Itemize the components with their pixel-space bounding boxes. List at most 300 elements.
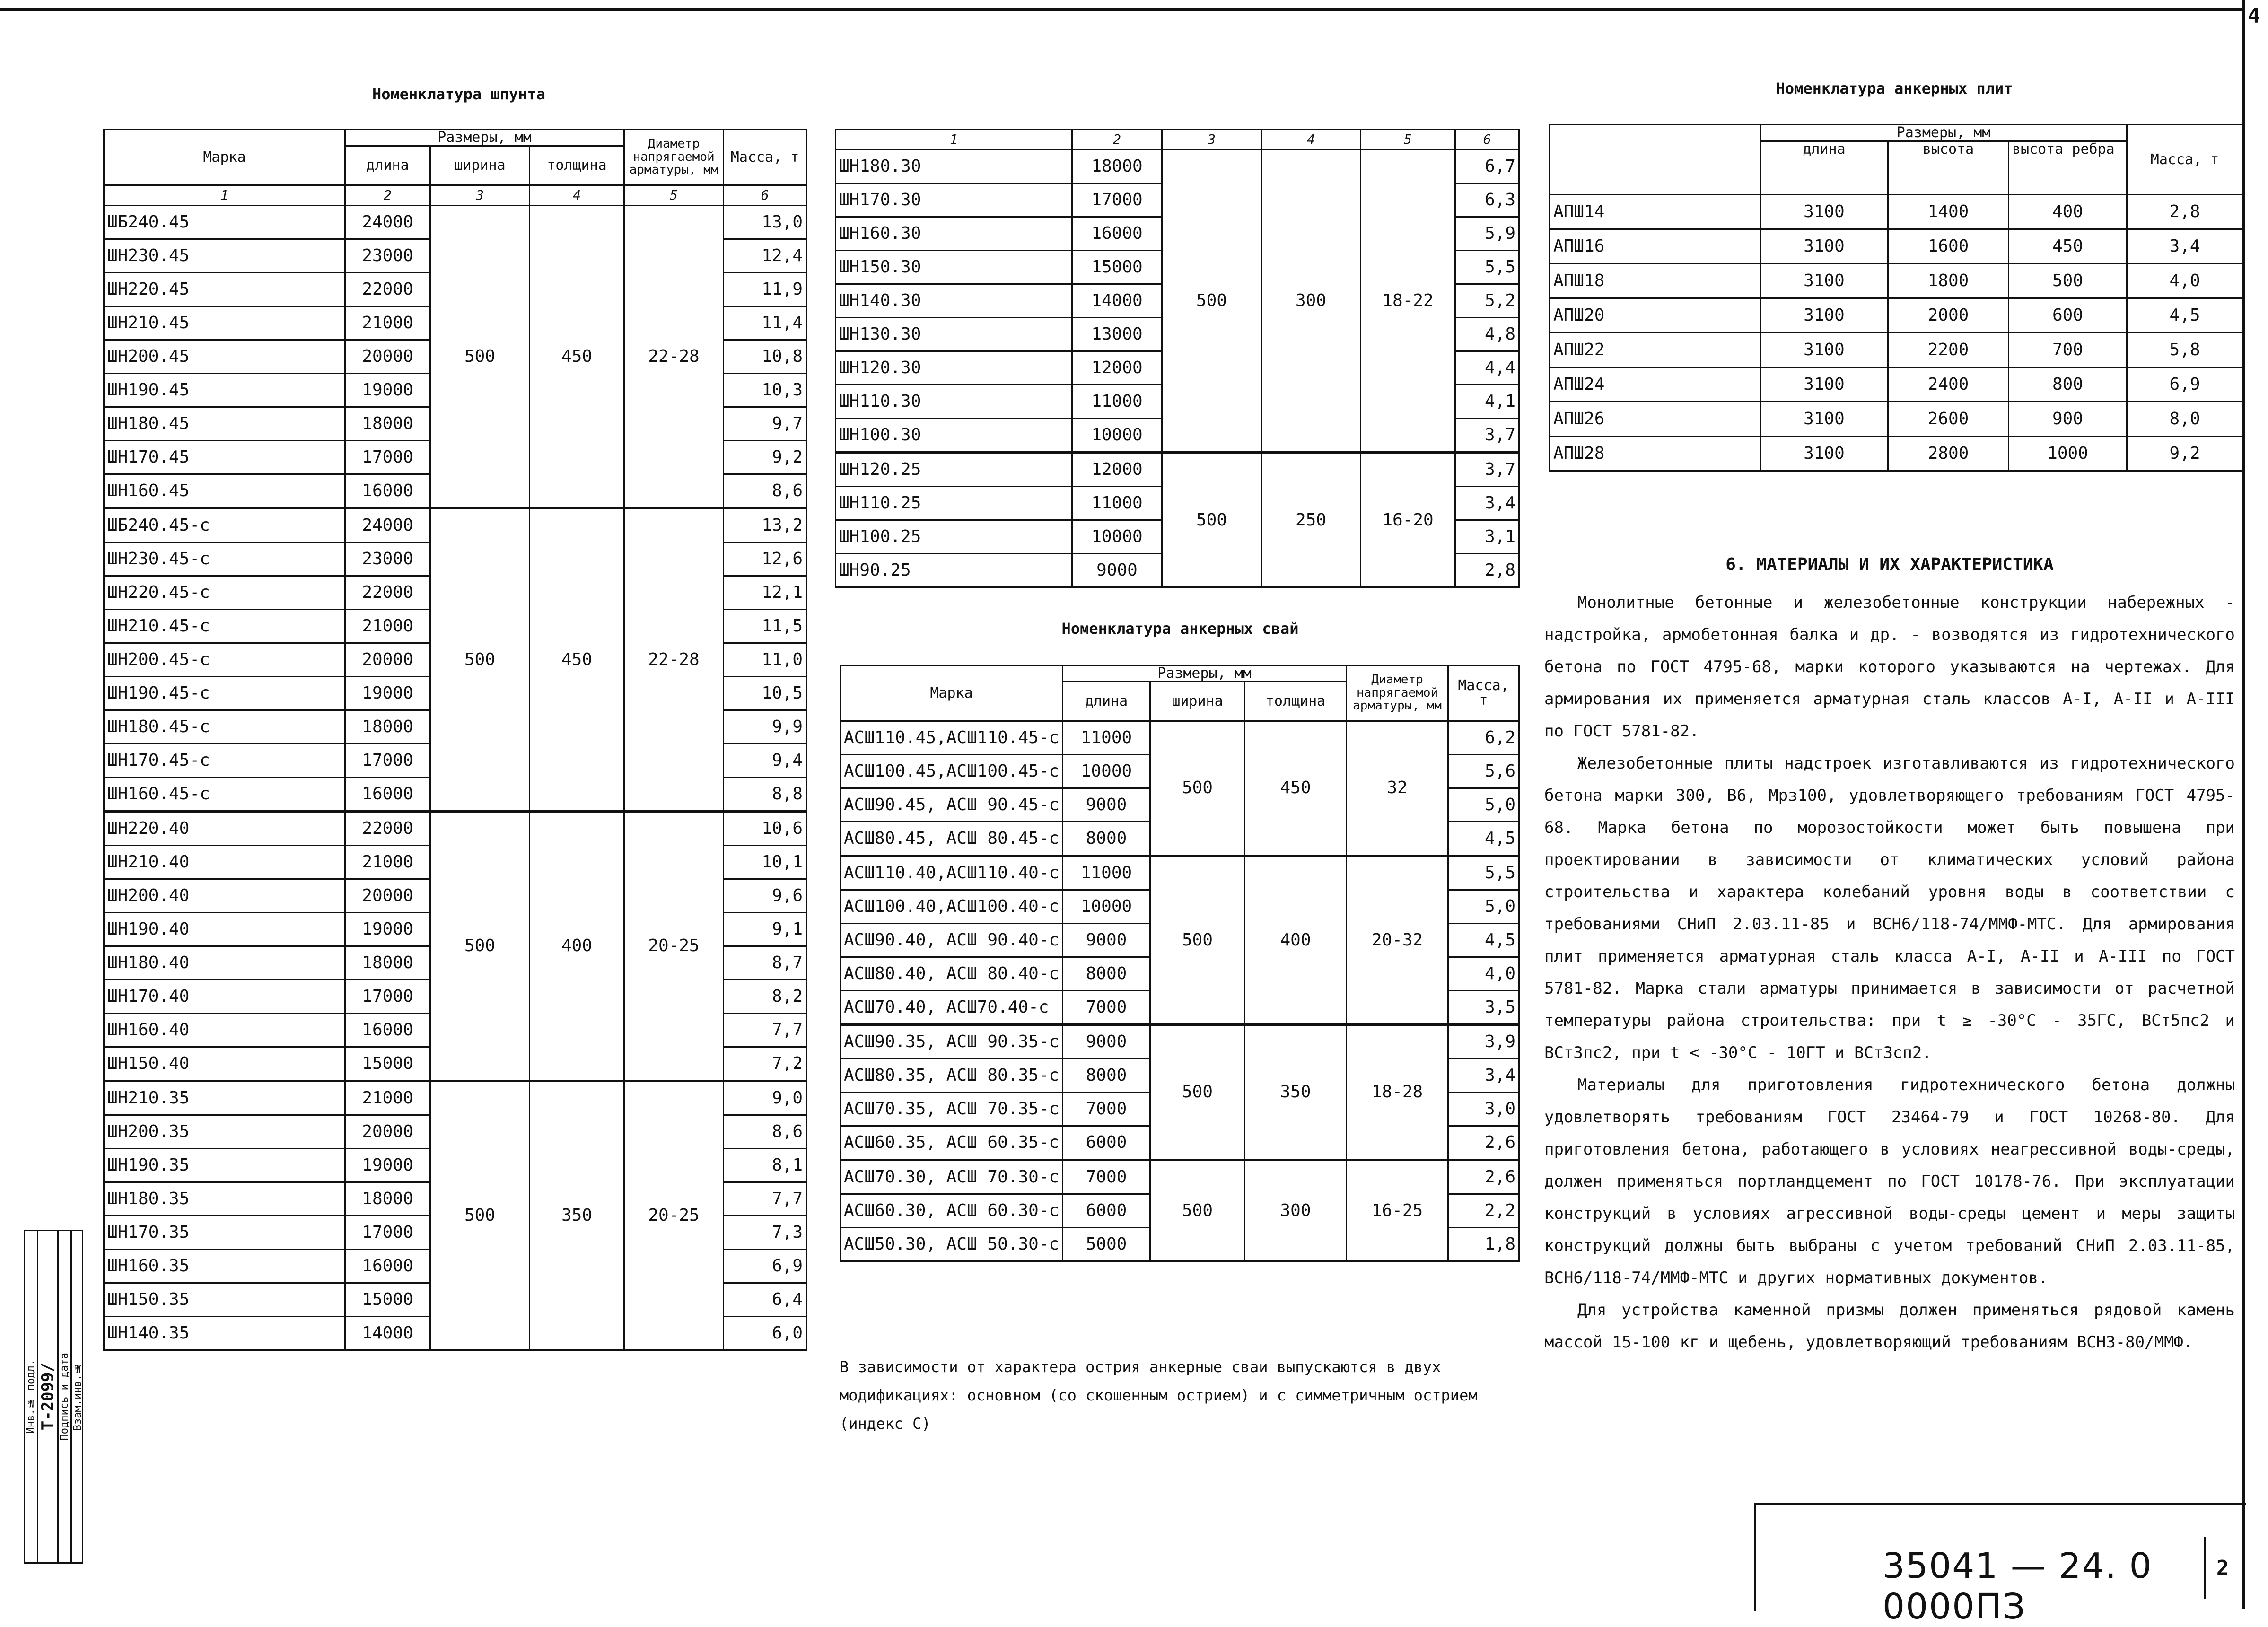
- table-row: [1550, 298, 2243, 332]
- mark-cell: АСШ90.35, АСШ 90.35-с: [841, 1024, 1063, 1058]
- col-header-length: длина: [1760, 141, 1888, 194]
- diameter-cell: 18-28: [1347, 1024, 1448, 1160]
- length-cell: 17000: [1072, 184, 1162, 217]
- mark-cell: ШН220.40: [104, 811, 345, 845]
- length-cell: 3100: [1760, 229, 1888, 263]
- mass-cell: 5,9: [1455, 217, 1519, 251]
- height-cell: 2000: [1888, 298, 2009, 332]
- col-index: 5: [624, 185, 724, 205]
- length-cell: 3100: [1760, 402, 1888, 436]
- table-row: [836, 150, 1519, 184]
- mass-cell: 10,1: [724, 845, 806, 879]
- length-cell: 7000: [1063, 1092, 1150, 1126]
- mass-cell: 3,9: [1448, 1024, 1519, 1058]
- diameter-cell: 20-32: [1347, 856, 1448, 1024]
- mass-cell: 3,4: [1455, 487, 1519, 520]
- mark-cell: АСШ80.40, АСШ 80.40-с: [841, 957, 1063, 990]
- shpunt-title: Номенклатура шпунта: [372, 85, 546, 103]
- mark-cell: ШН170.30: [836, 184, 1072, 217]
- mark-cell: ШН120.30: [836, 351, 1072, 385]
- width-cell: 500: [430, 205, 530, 508]
- col-index: 2: [345, 185, 430, 205]
- mark-cell: АСШ70.35, АСШ 70.35-с: [841, 1092, 1063, 1126]
- table-row: [104, 205, 806, 239]
- length-cell: 17000: [345, 1216, 430, 1249]
- length-cell: 9000: [1063, 923, 1150, 957]
- mass-cell: 6,0: [724, 1316, 806, 1350]
- thickness-cell: 450: [530, 205, 624, 508]
- mark-cell: ШН140.35: [104, 1316, 345, 1350]
- mass-cell: 9,7: [724, 407, 806, 440]
- width-cell: 500: [430, 1081, 530, 1350]
- side-stamp-col: [25, 1231, 38, 1562]
- length-cell: 13000: [1072, 318, 1162, 351]
- col-header-mass: Масса, т: [1448, 665, 1519, 721]
- mark-cell: АСШ80.35, АСШ 80.35-с: [841, 1058, 1063, 1092]
- col-header-mark: Марка: [841, 665, 1063, 721]
- col-header-mark-empty: [1550, 125, 1760, 195]
- col-header-mark: Марка: [104, 130, 345, 185]
- mark-cell: ШН230.45: [104, 239, 345, 272]
- side-stamp: [24, 1230, 83, 1564]
- mass-cell: 8,6: [724, 1115, 806, 1148]
- mark-cell: ШН160.40: [104, 1013, 345, 1047]
- length-cell: 12000: [1072, 453, 1162, 487]
- length-cell: 14000: [1072, 284, 1162, 318]
- col-index: 3: [430, 185, 530, 205]
- mass-cell: 7,7: [724, 1182, 806, 1216]
- mass-cell: 3,7: [1455, 419, 1519, 453]
- length-cell: 18000: [345, 1182, 430, 1216]
- mass-cell: 4,5: [1448, 923, 1519, 957]
- mark-cell: ШН160.30: [836, 217, 1072, 251]
- length-cell: 23000: [345, 542, 430, 576]
- length-cell: 17000: [345, 440, 430, 474]
- length-cell: 20000: [345, 879, 430, 912]
- mark-cell: ШБ240.45: [104, 205, 345, 239]
- mark-cell: ШН190.45-с: [104, 676, 345, 710]
- rib-height-cell: 500: [2009, 263, 2127, 298]
- mark-cell: ШН180.40: [104, 946, 345, 980]
- mass-cell: 11,4: [724, 306, 806, 340]
- side-stamp-col: [38, 1231, 59, 1562]
- thickness-cell: 400: [1245, 856, 1347, 1024]
- height-cell: 2400: [1888, 367, 2009, 402]
- diameter-cell: 20-25: [624, 1081, 724, 1350]
- length-cell: 11000: [1072, 487, 1162, 520]
- side-stamp-col: [72, 1231, 84, 1562]
- mass-cell: 3,0: [1448, 1092, 1519, 1126]
- frame-top-line: [0, 8, 2242, 11]
- table-row: [841, 1024, 1519, 1058]
- mass-cell: 13,0: [724, 205, 806, 239]
- materials-paragraph: Железобетонные плиты надстроек изготавливаются из гидротехнического бетона марки 300, В6, Мрз100, удовлетворяющего требованиям ГОСТ 4795-68. Марка бетона по морозостойкости может быть повышена при проектировании в зависимости от климатических условий района строительства и характера колебаний уровня воды в соответствии с требованиями СНиП 2.03.11-85 и ВСН6/118-74/ММФ-МТС. Для армирования плит применяется арматурная сталь класса А-I, А-II и А-III по ГОСТ 5781-82. Марка стали арматуры принимается в зависимости от расчетной температуры района строительства: при t ≥ -30°С - 35ГС, ВСт5пс2 и ВСт3пс2, при t < -30°С - 10ГТ и ВСт3сп2.: [1544, 754, 2235, 1062]
- col-header-dims: Размеры, мм: [1063, 665, 1347, 682]
- col-index: 6: [724, 185, 806, 205]
- mark-cell: АСШ70.30, АСШ 70.30-с: [841, 1160, 1063, 1194]
- mark-cell: ШН160.35: [104, 1249, 345, 1283]
- length-cell: 17000: [345, 744, 430, 777]
- col-header-mass: Масса, т: [2127, 125, 2243, 195]
- mark-cell: АПШ26: [1550, 402, 1760, 436]
- diameter-cell: 32: [1347, 721, 1448, 856]
- thickness-cell: 350: [1245, 1024, 1347, 1160]
- mark-cell: АПШ14: [1550, 194, 1760, 229]
- mark-cell: ШН200.35: [104, 1115, 345, 1148]
- side-stamp-text: Взам.инв.№: [72, 1362, 84, 1431]
- mass-cell: 8,8: [724, 777, 806, 811]
- mass-cell: 3,5: [1448, 990, 1519, 1024]
- thickness-cell: 400: [530, 811, 624, 1081]
- diameter-cell: 16-25: [1347, 1160, 1448, 1261]
- length-cell: 15000: [345, 1047, 430, 1081]
- col-index: 4: [1261, 130, 1361, 150]
- mark-cell: ШН210.45: [104, 306, 345, 340]
- mark-cell: ШН170.35: [104, 1216, 345, 1249]
- length-cell: 11000: [1063, 856, 1150, 890]
- length-cell: 9000: [1072, 554, 1162, 587]
- mass-cell: 9,2: [2127, 436, 2243, 471]
- table-row: [1550, 263, 2243, 298]
- length-cell: 3100: [1760, 298, 1888, 332]
- length-cell: 21000: [345, 306, 430, 340]
- mass-cell: 6,2: [1448, 721, 1519, 754]
- col-index: 1: [836, 130, 1072, 150]
- col-header-height: высота: [1888, 141, 2009, 194]
- mass-cell: 12,6: [724, 542, 806, 576]
- mass-cell: 8,7: [724, 946, 806, 980]
- mass-cell: 9,4: [724, 744, 806, 777]
- table-row: [1550, 332, 2243, 367]
- length-cell: 18000: [345, 407, 430, 440]
- width-cell: 500: [1150, 721, 1245, 856]
- col-header-diameter: Диаметр напрягаемой арматуры, мм: [624, 130, 724, 185]
- col-header-dims: Размеры, мм: [345, 130, 624, 146]
- mark-cell: ШН100.25: [836, 520, 1072, 554]
- diameter-cell: 16-20: [1361, 453, 1455, 587]
- mass-cell: 4,1: [1455, 385, 1519, 419]
- mass-cell: 6,4: [724, 1283, 806, 1316]
- length-cell: 9000: [1063, 788, 1150, 822]
- rib-height-cell: 900: [2009, 402, 2127, 436]
- plates-title: Номенклатура анкерных плит: [1776, 79, 2013, 97]
- col-header-diameter: Диаметр напрягаемой арматуры, мм: [1347, 665, 1448, 721]
- length-cell: 9000: [1063, 1024, 1150, 1058]
- mark-cell: ШН120.25: [836, 453, 1072, 487]
- mark-cell: АСШ90.45, АСШ 90.45-с: [841, 788, 1063, 822]
- mass-cell: 9,6: [724, 879, 806, 912]
- length-cell: 22000: [345, 272, 430, 306]
- rib-height-cell: 600: [2009, 298, 2127, 332]
- length-cell: 11000: [1063, 721, 1150, 754]
- mass-cell: 2,2: [1448, 1194, 1519, 1227]
- length-cell: 21000: [345, 1081, 430, 1115]
- length-cell: 21000: [345, 845, 430, 879]
- mass-cell: 7,3: [724, 1216, 806, 1249]
- length-cell: 16000: [345, 1013, 430, 1047]
- mark-cell: ШН190.45: [104, 373, 345, 407]
- mark-cell: АСШ110.40,АСШ110.40-с: [841, 856, 1063, 890]
- mass-cell: 3,7: [1455, 453, 1519, 487]
- length-cell: 22000: [345, 811, 430, 845]
- height-cell: 1400: [1888, 194, 2009, 229]
- length-cell: 18000: [345, 710, 430, 744]
- length-cell: 15000: [1072, 251, 1162, 284]
- mark-cell: ШН200.40: [104, 879, 345, 912]
- length-cell: 8000: [1063, 957, 1150, 990]
- length-cell: 10000: [1063, 890, 1150, 923]
- table-row: [1550, 402, 2243, 436]
- width-cell: 500: [1150, 1024, 1245, 1160]
- mark-cell: ШН150.30: [836, 251, 1072, 284]
- mass-cell: 12,4: [724, 239, 806, 272]
- col-header-thickness: толщина: [1245, 682, 1347, 721]
- length-cell: 16000: [1072, 217, 1162, 251]
- length-cell: 23000: [345, 239, 430, 272]
- mass-cell: 9,1: [724, 912, 806, 946]
- table-row: [104, 508, 806, 542]
- side-stamp-text: Подпись и дата: [59, 1353, 70, 1441]
- mass-cell: 6,3: [1455, 184, 1519, 217]
- col-header-thickness: толщина: [530, 146, 624, 185]
- diameter-cell: 20-25: [624, 811, 724, 1081]
- mass-cell: 4,4: [1455, 351, 1519, 385]
- length-cell: 15000: [345, 1283, 430, 1316]
- mark-cell: ШН160.45-с: [104, 777, 345, 811]
- mass-cell: 5,6: [1448, 754, 1519, 788]
- mark-cell: ШН180.45: [104, 407, 345, 440]
- table-row: [841, 856, 1519, 890]
- diameter-cell: 22-28: [624, 205, 724, 508]
- mark-cell: АПШ16: [1550, 229, 1760, 263]
- document-code: 35041 — 24. 0 0000ПЗ: [1883, 1546, 2153, 1627]
- mass-cell: 9,2: [724, 440, 806, 474]
- mass-cell: 2,8: [1455, 554, 1519, 587]
- col-header-dims: Размеры, мм: [1760, 125, 2127, 141]
- col-index: 5: [1361, 130, 1455, 150]
- length-cell: 20000: [345, 1115, 430, 1148]
- mark-cell: АСШ100.45,АСШ100.45-с: [841, 754, 1063, 788]
- width-cell: 500: [430, 508, 530, 811]
- side-stamp-col: [59, 1231, 72, 1562]
- length-cell: 18000: [345, 946, 430, 980]
- col-index: 3: [1162, 130, 1261, 150]
- length-cell: 20000: [345, 340, 430, 373]
- mass-cell: 3,1: [1455, 520, 1519, 554]
- col-header-width: ширина: [1150, 682, 1245, 721]
- length-cell: 8000: [1063, 1058, 1150, 1092]
- mark-cell: ШН150.35: [104, 1283, 345, 1316]
- piles-table: [840, 665, 1520, 1262]
- length-cell: 16000: [345, 474, 430, 508]
- length-cell: 7000: [1063, 1160, 1150, 1194]
- thickness-cell: 300: [1261, 150, 1361, 453]
- width-cell: 500: [1162, 150, 1261, 453]
- mark-cell: ШН90.25: [836, 554, 1072, 587]
- mass-cell: 4,8: [1455, 318, 1519, 351]
- mark-cell: ШН200.45: [104, 340, 345, 373]
- mass-cell: 8,1: [724, 1148, 806, 1182]
- length-cell: 14000: [345, 1316, 430, 1350]
- mark-cell: ШН230.45-с: [104, 542, 345, 576]
- side-stamp-text: Инв.№ подл.: [25, 1359, 37, 1434]
- col-index: 6: [1455, 130, 1519, 150]
- thickness-cell: 250: [1261, 453, 1361, 587]
- mass-cell: 4,5: [2127, 298, 2243, 332]
- mass-cell: 5,8: [2127, 332, 2243, 367]
- length-cell: 10000: [1063, 754, 1150, 788]
- mark-cell: АСШ50.30, АСШ 50.30-с: [841, 1227, 1063, 1261]
- length-cell: 17000: [345, 980, 430, 1013]
- mass-cell: 5,5: [1455, 251, 1519, 284]
- mass-cell: 13,2: [724, 508, 806, 542]
- col-header-mass: Масса, т: [724, 130, 806, 185]
- materials-heading: 6. МАТЕРИАЛЫ И ИХ ХАРАКТЕРИСТИКА: [1725, 555, 2054, 574]
- mass-cell: 2,6: [1448, 1160, 1519, 1194]
- mark-cell: АПШ20: [1550, 298, 1760, 332]
- col-index: 4: [530, 185, 624, 205]
- length-cell: 22000: [345, 576, 430, 609]
- mark-cell: АСШ90.40, АСШ 90.40-с: [841, 923, 1063, 957]
- mass-cell: 10,3: [724, 373, 806, 407]
- length-cell: 21000: [345, 609, 430, 643]
- mass-cell: 3,4: [1448, 1058, 1519, 1092]
- mass-cell: 4,5: [1448, 822, 1519, 856]
- rib-height-cell: 700: [2009, 332, 2127, 367]
- width-cell: 500: [430, 811, 530, 1081]
- sheet-number: 2: [2204, 1537, 2239, 1599]
- mark-cell: ШН170.45: [104, 440, 345, 474]
- thickness-cell: 350: [530, 1081, 624, 1350]
- length-cell: 19000: [345, 676, 430, 710]
- length-cell: 24000: [345, 508, 430, 542]
- length-cell: 3100: [1760, 436, 1888, 471]
- table-row: [1550, 367, 2243, 402]
- rib-height-cell: 1000: [2009, 436, 2127, 471]
- rib-height-cell: 450: [2009, 229, 2127, 263]
- length-cell: 18000: [1072, 150, 1162, 184]
- mark-cell: ШН180.35: [104, 1182, 345, 1216]
- length-cell: 24000: [345, 205, 430, 239]
- mark-cell: ШН140.30: [836, 284, 1072, 318]
- mark-cell: ШН210.45-с: [104, 609, 345, 643]
- thickness-cell: 300: [1245, 1160, 1347, 1261]
- mass-cell: 11,0: [724, 643, 806, 676]
- length-cell: 12000: [1072, 351, 1162, 385]
- table-row: [104, 811, 806, 845]
- mark-cell: АСШ80.45, АСШ 80.45-с: [841, 822, 1063, 856]
- table-row: [841, 1160, 1519, 1194]
- mass-cell: 6,7: [1455, 150, 1519, 184]
- mark-cell: ШН110.25: [836, 487, 1072, 520]
- length-cell: 20000: [345, 643, 430, 676]
- thickness-cell: 450: [530, 508, 624, 811]
- length-cell: 19000: [345, 373, 430, 407]
- table-row: [1550, 229, 2243, 263]
- materials-paragraph: Материалы для приготовления гидротехнического бетона должны удовлетворять требованиям ГОСТ 23464-79 и ГОСТ 10268-80. Для приготовления бетона, работающего в условиях неагрессивной воды-среды, должен применяться портландцемент по ГОСТ 10178-76. При эксплуатации конструкций в условиях агрессивной воды-среды цемент и меры защиты конструкций должны быть выбраны с учетом требований СНиП 2.03.11-85, ВСН6/118-74/ММФ-МТС и других нормативных документов.: [1544, 1076, 2235, 1287]
- thickness-cell: 450: [1245, 721, 1347, 856]
- length-cell: 3100: [1760, 194, 1888, 229]
- height-cell: 1600: [1888, 229, 2009, 263]
- mark-cell: ШН130.30: [836, 318, 1072, 351]
- table-row: [836, 453, 1519, 487]
- mark-cell: ШН210.35: [104, 1081, 345, 1115]
- mark-cell: ШН170.40: [104, 980, 345, 1013]
- height-cell: 2600: [1888, 402, 2009, 436]
- mass-cell: 11,5: [724, 609, 806, 643]
- mark-cell: ШН190.40: [104, 912, 345, 946]
- width-cell: 500: [1150, 856, 1245, 1024]
- length-cell: 11000: [1072, 385, 1162, 419]
- col-header-width: ширина: [430, 146, 530, 185]
- materials-paragraph: Для устройства каменной призмы должен применяться рядовой камень массой 15-100 кг и щебень, удовлетворяющий требованиям ВСН3-80/ММФ.: [1544, 1301, 2235, 1352]
- mark-cell: АПШ22: [1550, 332, 1760, 367]
- materials-section: [1544, 549, 2235, 1358]
- mark-cell: ШН180.45-с: [104, 710, 345, 744]
- rib-height-cell: 400: [2009, 194, 2127, 229]
- height-cell: 2200: [1888, 332, 2009, 367]
- mark-cell: АПШ28: [1550, 436, 1760, 471]
- mark-cell: ШБ240.45-с: [104, 508, 345, 542]
- mark-cell: ШН170.45-с: [104, 744, 345, 777]
- mark-cell: АСШ110.45,АСШ110.45-с: [841, 721, 1063, 754]
- mass-cell: 8,0: [2127, 402, 2243, 436]
- mark-cell: ШН110.30: [836, 385, 1072, 419]
- mass-cell: 8,2: [724, 980, 806, 1013]
- mass-cell: 10,5: [724, 676, 806, 710]
- mark-cell: ШН200.45-с: [104, 643, 345, 676]
- mass-cell: 5,2: [1455, 284, 1519, 318]
- length-cell: 3100: [1760, 263, 1888, 298]
- materials-paragraph: Монолитные бетонные и железобетонные конструкции набережных - надстройка, армобетонная балка и др. - возводятся из гидротехнического бетона по ГОСТ 4795-68, марки которого указываются на чертежах. Для армирования их применяется арматурная сталь классов А-I, А-II и А-III по ГОСТ 5781-82.: [1544, 593, 2235, 741]
- width-cell: 500: [1162, 453, 1261, 587]
- mark-cell: ШН190.35: [104, 1148, 345, 1182]
- length-cell: 6000: [1063, 1194, 1150, 1227]
- col-index: 2: [1072, 130, 1162, 150]
- length-cell: 3100: [1760, 332, 1888, 367]
- diameter-cell: 22-28: [624, 508, 724, 811]
- mark-cell: ШН150.40: [104, 1047, 345, 1081]
- mass-cell: 9,9: [724, 710, 806, 744]
- plates-table: [1549, 124, 2243, 472]
- col-header-rib-height: высота ребра: [2009, 141, 2127, 194]
- side-stamp-number: Т-2099/: [38, 1363, 57, 1431]
- mark-cell: АСШ60.35, АСШ 60.35-с: [841, 1126, 1063, 1160]
- length-cell: 8000: [1063, 822, 1150, 856]
- length-cell: 6000: [1063, 1126, 1150, 1160]
- shpunt-table-continued: [835, 129, 1520, 588]
- length-cell: 10000: [1072, 520, 1162, 554]
- mass-cell: 2,8: [2127, 194, 2243, 229]
- length-cell: 16000: [345, 777, 430, 811]
- table-row: [104, 1081, 806, 1115]
- mass-cell: 12,1: [724, 576, 806, 609]
- mass-cell: 5,0: [1448, 890, 1519, 923]
- mass-cell: 1,8: [1448, 1227, 1519, 1261]
- mark-cell: ШН210.40: [104, 845, 345, 879]
- length-cell: 19000: [345, 1148, 430, 1182]
- mass-cell: 7,2: [724, 1047, 806, 1081]
- mass-cell: 10,8: [724, 340, 806, 373]
- mass-cell: 4,0: [1448, 957, 1519, 990]
- piles-title: Номенклатура анкерных свай: [1061, 620, 1299, 638]
- col-header-length: длина: [1063, 682, 1150, 721]
- mark-cell: АПШ24: [1550, 367, 1760, 402]
- rib-height-cell: 800: [2009, 367, 2127, 402]
- length-cell: 5000: [1063, 1227, 1150, 1261]
- mass-cell: 10,6: [724, 811, 806, 845]
- length-cell: 3100: [1760, 367, 1888, 402]
